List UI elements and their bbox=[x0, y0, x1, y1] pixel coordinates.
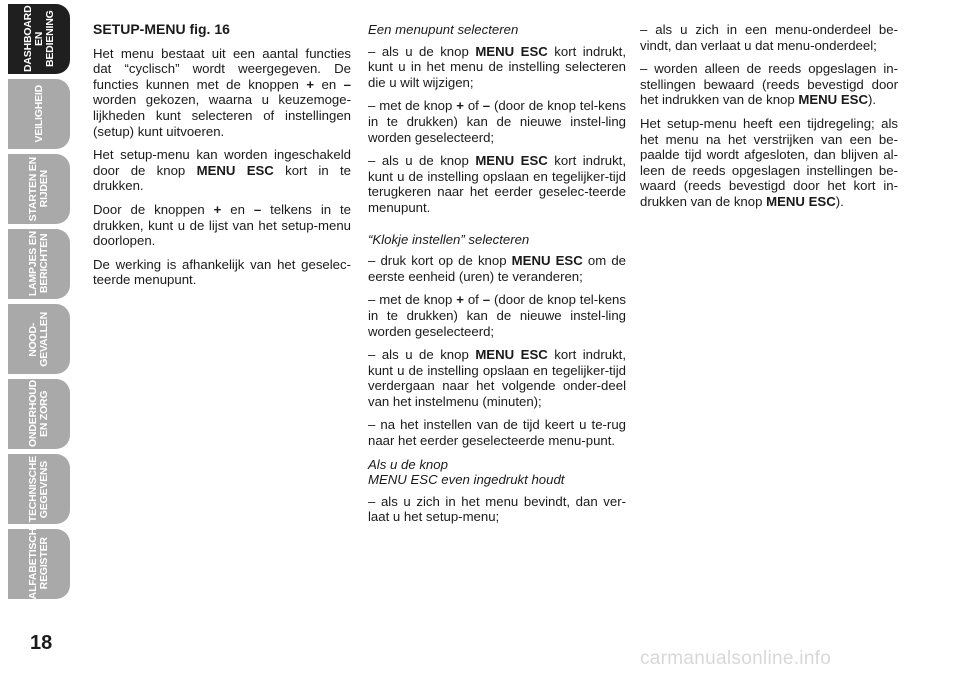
tab-dashboard[interactable] bbox=[8, 4, 70, 74]
tab-technische[interactable] bbox=[8, 454, 70, 524]
section-title: SETUP-MENU fig. 16 bbox=[93, 21, 230, 37]
tab-label: TECHNISCHE GEGEVENS bbox=[27, 455, 50, 523]
subheading: Een menupunt selecteren bbox=[368, 22, 519, 37]
tab-veiligheid[interactable] bbox=[8, 79, 70, 149]
tab-label: DASHBOARD EN BEDIENING bbox=[21, 5, 56, 73]
paragraph: – met de knop + of – (door de knop tel-kens in te drukken) kan de nieuwe instel-ling worden geselecteerd; bbox=[368, 292, 626, 339]
paragraph: Het setup-menu heeft een tijdregeling; als het menu na het verstrijken van een be-paalde tijd wordt afgesloten, dan blijven al-leen de reeds opgeslagen instellingen be-waard (reeds bevestigd door het kort in-drukken van de knop MENU ESC). bbox=[640, 115, 898, 209]
paragraph: – met de knop + of – (door de knop tel-kens in te drukken) kan de nieuwe instel-ling worden geselecteerd; bbox=[368, 98, 626, 145]
paragraph: – druk kort op de knop MENU ESC om de eerste eenheid (uren) te veranderen; bbox=[368, 253, 626, 284]
tab-label: VEILIGHEID bbox=[32, 85, 45, 143]
paragraph: – als u de knop MENU ESC kort indrukt, kunt u de instelling opslaan en tegelijker-tijd terugkeren naar het eerder geselec-teerde menupunt. bbox=[368, 153, 626, 215]
subheading: Als u de knop MENU ESC even ingedrukt houdt bbox=[368, 456, 565, 488]
paragraph: – als u zich in het menu bevindt, dan ver-laat u het setup-menu; bbox=[368, 493, 626, 525]
tab-register[interactable] bbox=[8, 529, 70, 599]
text-column-1 bbox=[93, 22, 351, 296]
paragraph: Het setup-menu kan worden ingeschakeld door de knop MENU ESC kort in te drukken. bbox=[93, 147, 351, 194]
paragraph: – na het instellen van de tijd keert u te-rug naar het eerder geselecteerde menu-punt. bbox=[368, 417, 626, 449]
watermark: carmanualsonline.info bbox=[640, 648, 832, 669]
paragraph: – als u de knop MENU ESC kort indrukt, kunt u in het menu de instelling selecteren die u wilt wijzigen; bbox=[368, 43, 626, 90]
chapter-tabs bbox=[0, 0, 72, 677]
tab-onderhoud[interactable] bbox=[8, 379, 70, 449]
tab-lampjes[interactable] bbox=[8, 229, 70, 299]
tab-label: STARTEN EN RIJDEN bbox=[27, 156, 50, 222]
tab-label: NOOD- GEVALLEN bbox=[27, 311, 50, 367]
paragraph: – als u zich in een menu-onderdeel be-vindt, dan verlaat u dat menu-onderdeel; bbox=[640, 22, 898, 53]
text-column-3 bbox=[640, 22, 898, 218]
paragraph: Het menu bestaat uit een aantal functies dat “cyclisch” wordt weergegeven. De functies kunnen met de knoppen + en – worden gekozen, waarna u keuzemoge-lijkheden kunt selecteren of instellingen (setup) kunt uitvoeren. bbox=[93, 45, 351, 139]
tab-starten[interactable] bbox=[8, 154, 70, 224]
subheading: “Klokje instellen” selecteren bbox=[368, 231, 530, 247]
paragraph: – als u de knop MENU ESC kort indrukt, kunt u de instelling opslaan en tegelijker-tijd verdergaan naar het volgende onder-deel van het instelmenu (minuten); bbox=[368, 347, 626, 409]
tab-label: ONDERHOUD EN ZORG bbox=[27, 380, 50, 448]
tab-label: LAMPJES EN BERICHTEN bbox=[27, 231, 50, 297]
paragraph: Door de knoppen + en – telkens in te drukken, kunt u de lijst van het setup-menu doorlopen. bbox=[93, 201, 351, 249]
text-column-2 bbox=[368, 22, 626, 533]
page-number: 18 bbox=[30, 632, 53, 654]
paragraph: – worden alleen de reeds opgeslagen in-stellingen bewaard (reeds bevestigd door het indrukken van de knop MENU ESC). bbox=[640, 61, 898, 108]
tab-label: ALFABETISCH REGISTER bbox=[27, 528, 50, 600]
tab-noodgevallen[interactable] bbox=[8, 304, 70, 374]
paragraph: De werking is afhankelijk van het geselec-teerde menupunt. bbox=[93, 256, 351, 288]
